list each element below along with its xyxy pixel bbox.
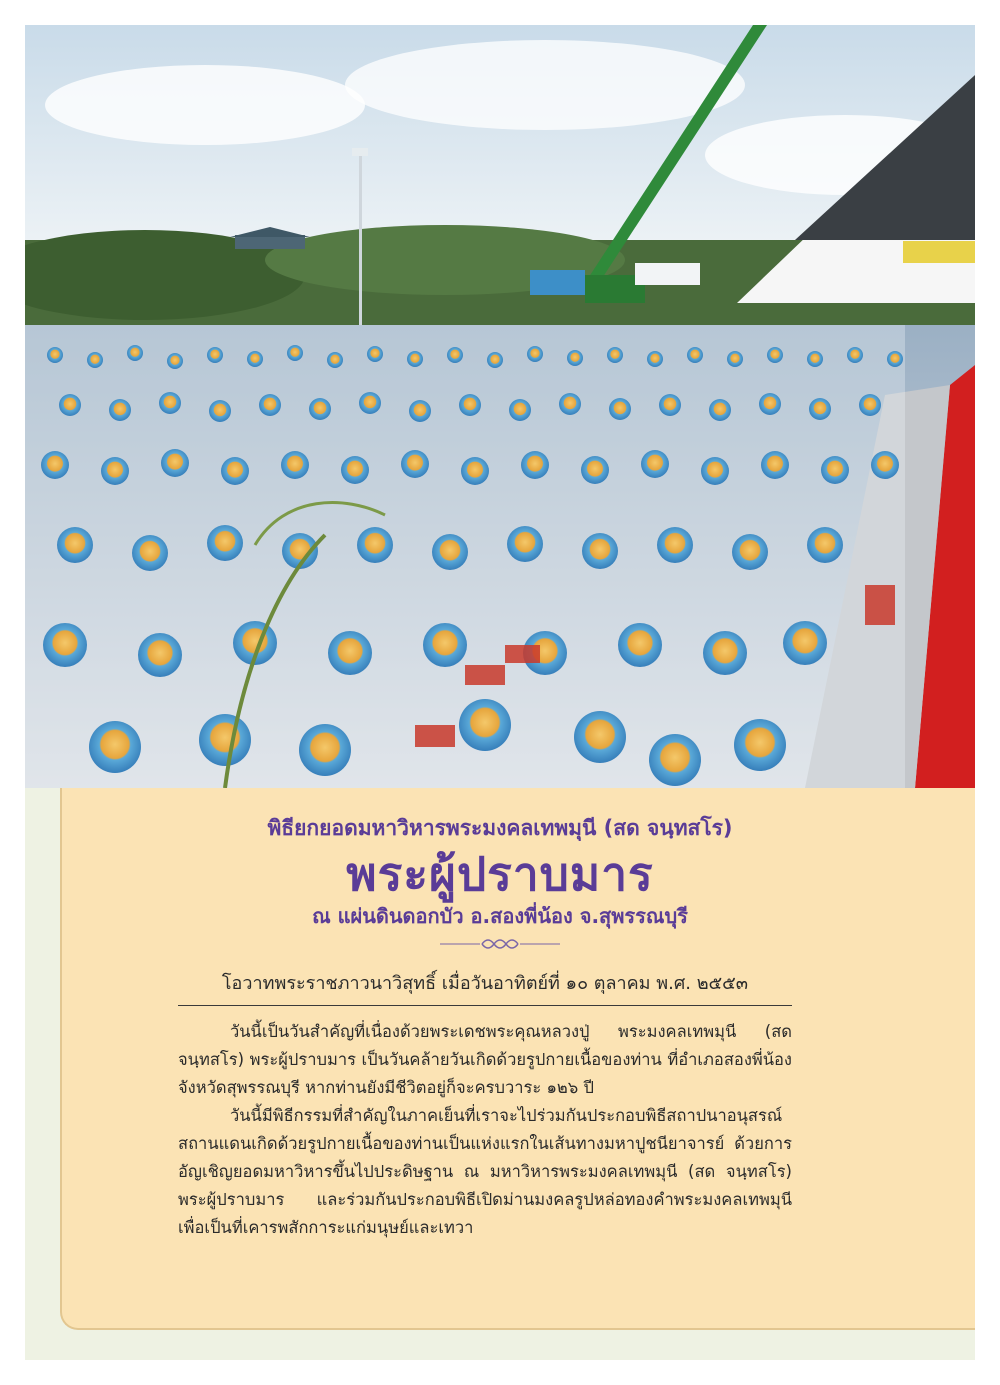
article-subtitle: ณ แผ่นดินดอกบัว อ.สองพี่น้อง จ.สุพรรณบุรี — [312, 904, 688, 928]
article-body — [178, 1018, 792, 1242]
article-title: พระผู้ปราบมาร — [346, 847, 654, 901]
ornament-divider-icon — [440, 934, 560, 954]
article-kicker: พิธียกยอดมหาวิหารพระมงคลเทพมุนี (สด จนฺทสโร) — [267, 816, 733, 840]
body-paragraph: วันนี้เป็นวันสำคัญที่เนื่องด้วยพระเดชพระคุณหลวงปู่ พระมงคลเทพมุนี (สด จนฺทสโร) พระผู้ปราบมาร เป็นวันคล้ายวันเกิดด้วยรูปกายเนื้อของท่าน ที่อำเภอสองพี่น้อง จังหวัดสุพรรณบุรี หากท่านยังมีชีวิตอยู่ก็จะครบวาระ ๑๒๖ ปี — [178, 1022, 792, 1097]
crowd-photo — [25, 25, 975, 788]
article-byline: โอวาทพระราชภาวนาวิสุทธิ์ เมื่อวันอาทิตย์ที่ ๑๐ ตุลาคม พ.ศ. ๒๕๕๓ — [221, 973, 749, 994]
byline-rule — [178, 1005, 792, 1006]
body-paragraph: วันนี้มีพิธีกรรมที่สำคัญในภาคเย็นที่เราจะไปร่วมกันประกอบพิธีสถาปนาอนุสรณ์สถานแดนเกิดด้วยรูปกายเนื้อของท่านเป็นแห่งแรกในเส้นทางมหาปูชนียาจารย์ ด้วยการอัญเชิญยอดมหาวิหารขึ้นไปประดิษฐาน ณ มหาวิหารพระมงคลเทพมุนี (สด จนฺทสโร) พระผู้ปราบมาร และร่วมกันประกอบพิธีเปิดม่านมงคลรูปหล่อทองคำพระมงคลเทพมุนี เพื่อเป็นที่เคารพสักการะแก่มนุษย์และเทวา — [178, 1106, 792, 1237]
